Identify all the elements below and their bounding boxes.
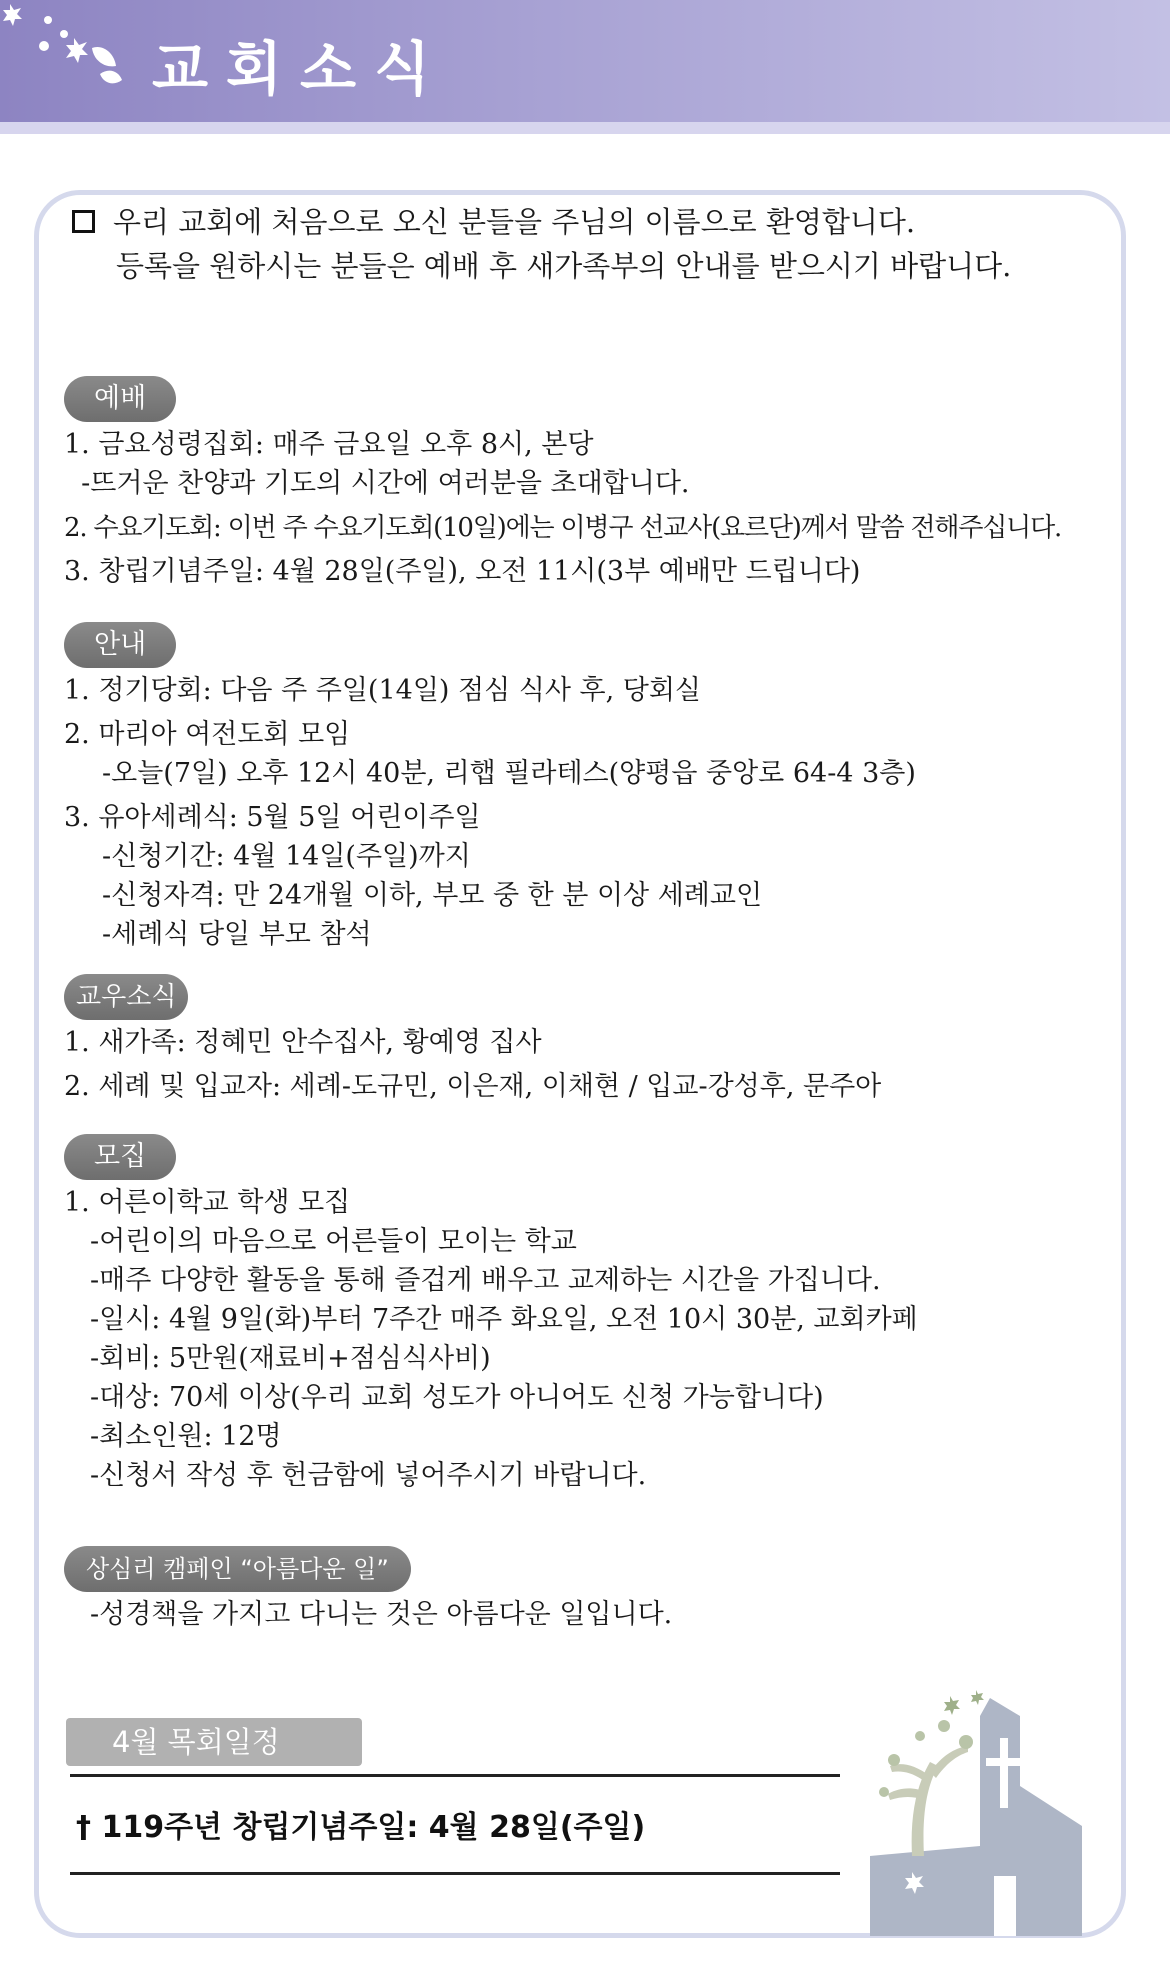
members-label: 교우소식	[64, 974, 188, 1020]
schedule-top-rule	[70, 1774, 840, 1777]
notice-label: 안내	[64, 622, 176, 668]
schedule-bottom-rule	[70, 1872, 840, 1875]
schedule-label: 4월 목회일정	[66, 1718, 362, 1766]
worship-section	[64, 376, 1104, 590]
members-item-2: 2. 세례 및 입교자: 세례-도규민, 이은재, 이채현 / 입교-강성후, 문주아	[64, 1071, 882, 1102]
notice-item-1: 1. 정기당회: 다음 주 주일(14일) 점심 식사 후, 당회실	[64, 675, 701, 706]
worship-item-2: 2. 수요기도회: 이번 주 수요기도회(10일)에는 이병구 선교사(요르단)께서 말씀 전해주십니다.	[64, 513, 1062, 543]
recruit-item-1: 1. 어른이학교 학생 모집	[64, 1187, 351, 1218]
members-item-1: 1. 새가족: 정혜민 안수집사, 황예영 집사	[64, 1027, 542, 1058]
recruit-section	[64, 1134, 1104, 1494]
campaign-item-1: -성경책을 가지고 다니는 것은 아름다운 일입니다.	[90, 1599, 673, 1630]
worship-item-1: 1. 금요성령집회: 매주 금요일 오후 8시, 본당	[64, 429, 594, 460]
notice-item-3-attendance: -세례식 당일 부모 참석	[102, 919, 372, 950]
notice-item-3: 3. 유아세례식: 5월 5일 어린이주일	[64, 802, 481, 833]
page-title: 교회소식	[152, 35, 449, 103]
recruit-item-desc: -어린이의 마음으로 어른들이 모이는 학교	[90, 1226, 577, 1257]
notice-section	[64, 622, 1104, 953]
recruit-item-target: -대상: 70세 이상(우리 교회 성도가 아니어도 신청 가능합니다)	[90, 1382, 824, 1413]
notice-item-3-period: -신청기간: 4월 14일(주일)까지	[102, 841, 471, 872]
campaign-section	[64, 1546, 1104, 1633]
worship-label: 예배	[64, 376, 176, 422]
recruit-item-apply: -신청서 작성 후 헌금함에 넣어주시기 바랍니다.	[90, 1460, 647, 1491]
members-section	[64, 974, 1104, 1105]
worship-item-3: 3. 창립기념주일: 4월 28일(주일), 오전 11시(3부 예배만 드립니다)	[64, 556, 861, 587]
welcome-line-2: 등록을 원하시는 분들은 예배 후 새가족부의 안내를 받으시기 바랍니다.	[116, 249, 1012, 283]
recruit-label: 모집	[64, 1134, 176, 1180]
notice-item-3-eligibility: -신청자격: 만 24개월 이하, 부모 중 한 분 이상 세례교인	[102, 880, 763, 911]
notice-item-2: 2. 마리아 여전도회 모임	[64, 719, 351, 750]
notice-item-2-detail: -오늘(7일) 오후 12시 40분, 리햅 필라테스(양평읍 중앙로 64-4 3층)	[102, 758, 916, 789]
recruit-item-fee: -회비: 5만원(재료비+점심식사비)	[90, 1343, 491, 1374]
welcome-line-1: 우리 교회에 처음으로 오신 분들을 주님의 이름으로 환영합니다.	[113, 205, 916, 239]
welcome-message	[72, 200, 1132, 288]
recruit-item-min: -최소인원: 12명	[90, 1421, 282, 1452]
recruit-item-activity: -매주 다양한 활동을 통해 즐겁게 배우고 교제하는 시간을 가집니다.	[90, 1265, 881, 1296]
church-tree-icon	[850, 1676, 1100, 1936]
schedule-item: † 119주년 창립기념주일: 4월 28일(주일)	[76, 1810, 646, 1845]
worship-item-1-detail: -뜨거운 찬양과 기도의 시간에 여러분을 초대합니다.	[64, 468, 690, 499]
recruit-item-time: -일시: 4월 9일(화)부터 7주간 매주 화요일, 오전 10시 30분, 교회카페	[90, 1304, 918, 1335]
campaign-label: 상심리 캠페인 “아름다운 일”	[64, 1546, 411, 1592]
header-underline	[0, 122, 1170, 134]
checkbox-square-icon	[72, 210, 95, 233]
flowers-icon	[0, 0, 150, 110]
